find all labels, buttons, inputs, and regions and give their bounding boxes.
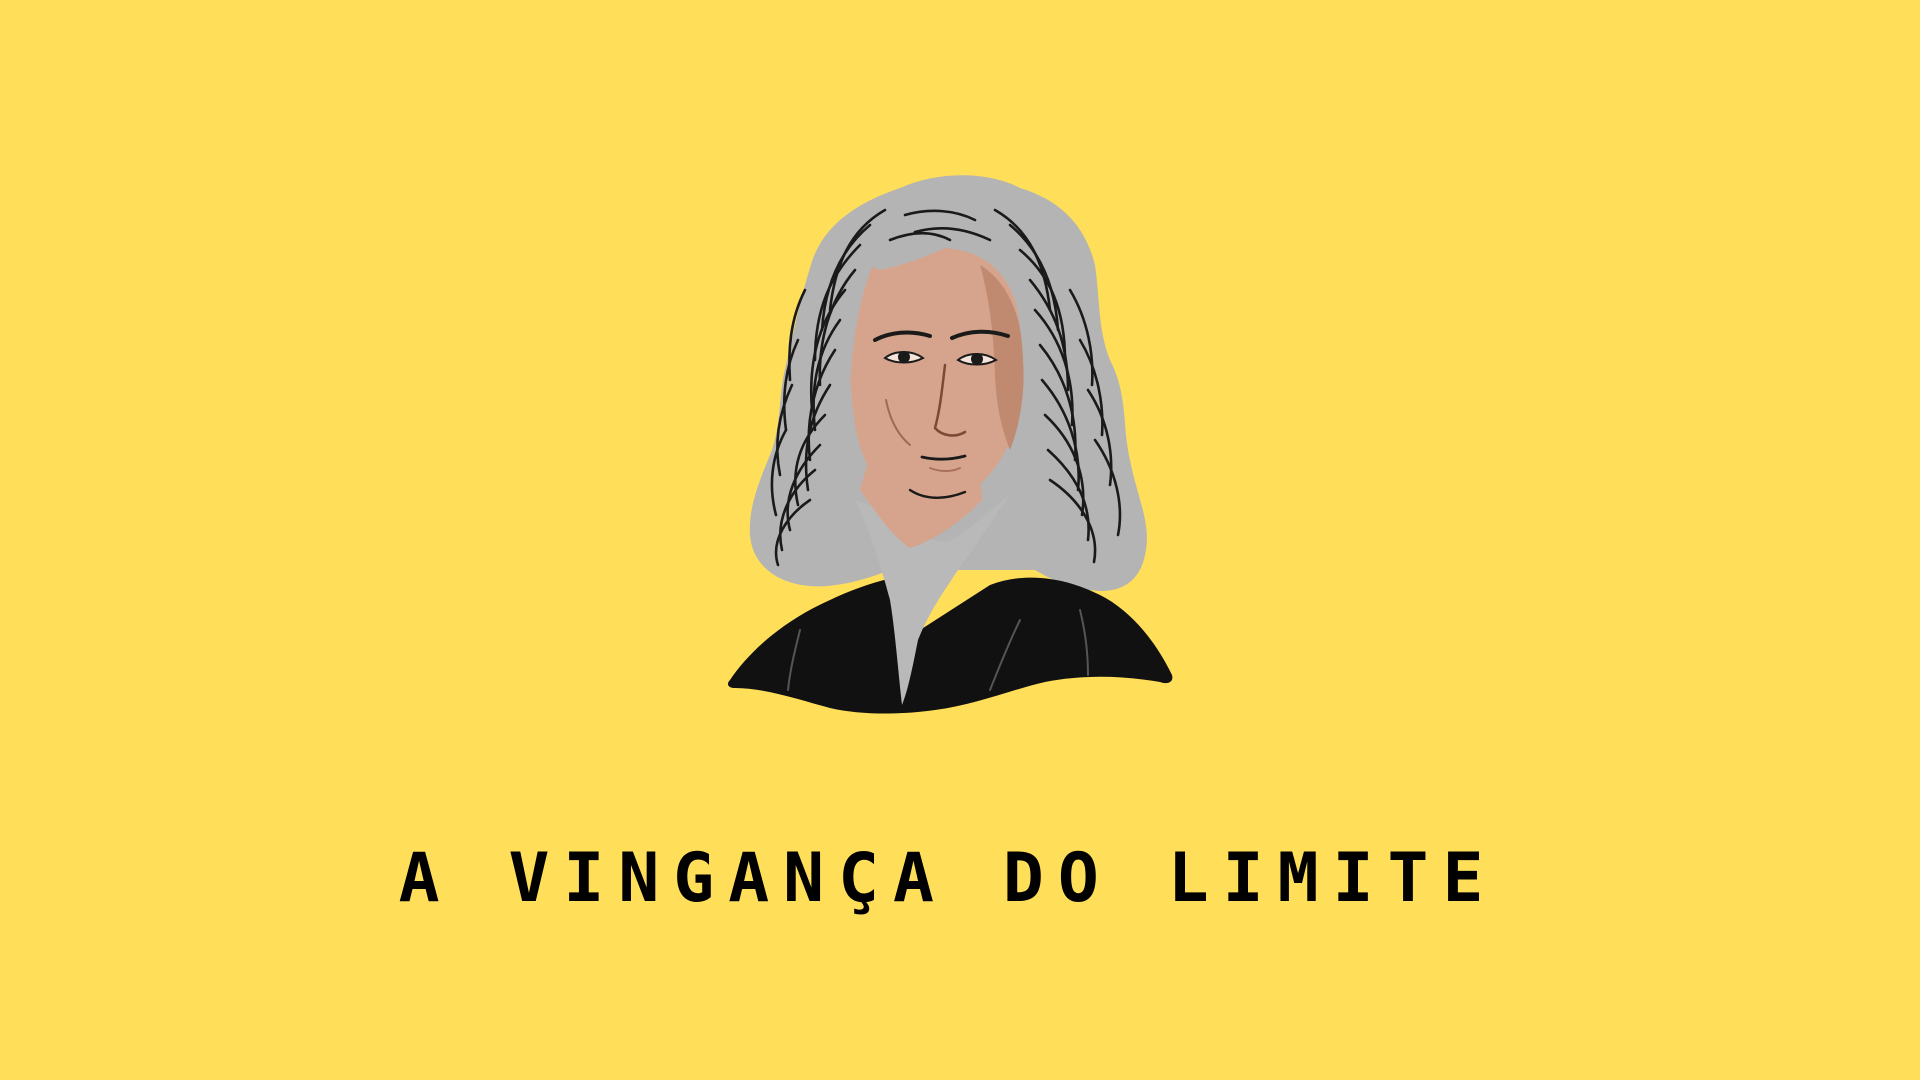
coat [728,575,1172,714]
page-title: A VINGANÇA DO LIMITE [398,839,1498,918]
portrait-illustration [690,170,1210,720]
